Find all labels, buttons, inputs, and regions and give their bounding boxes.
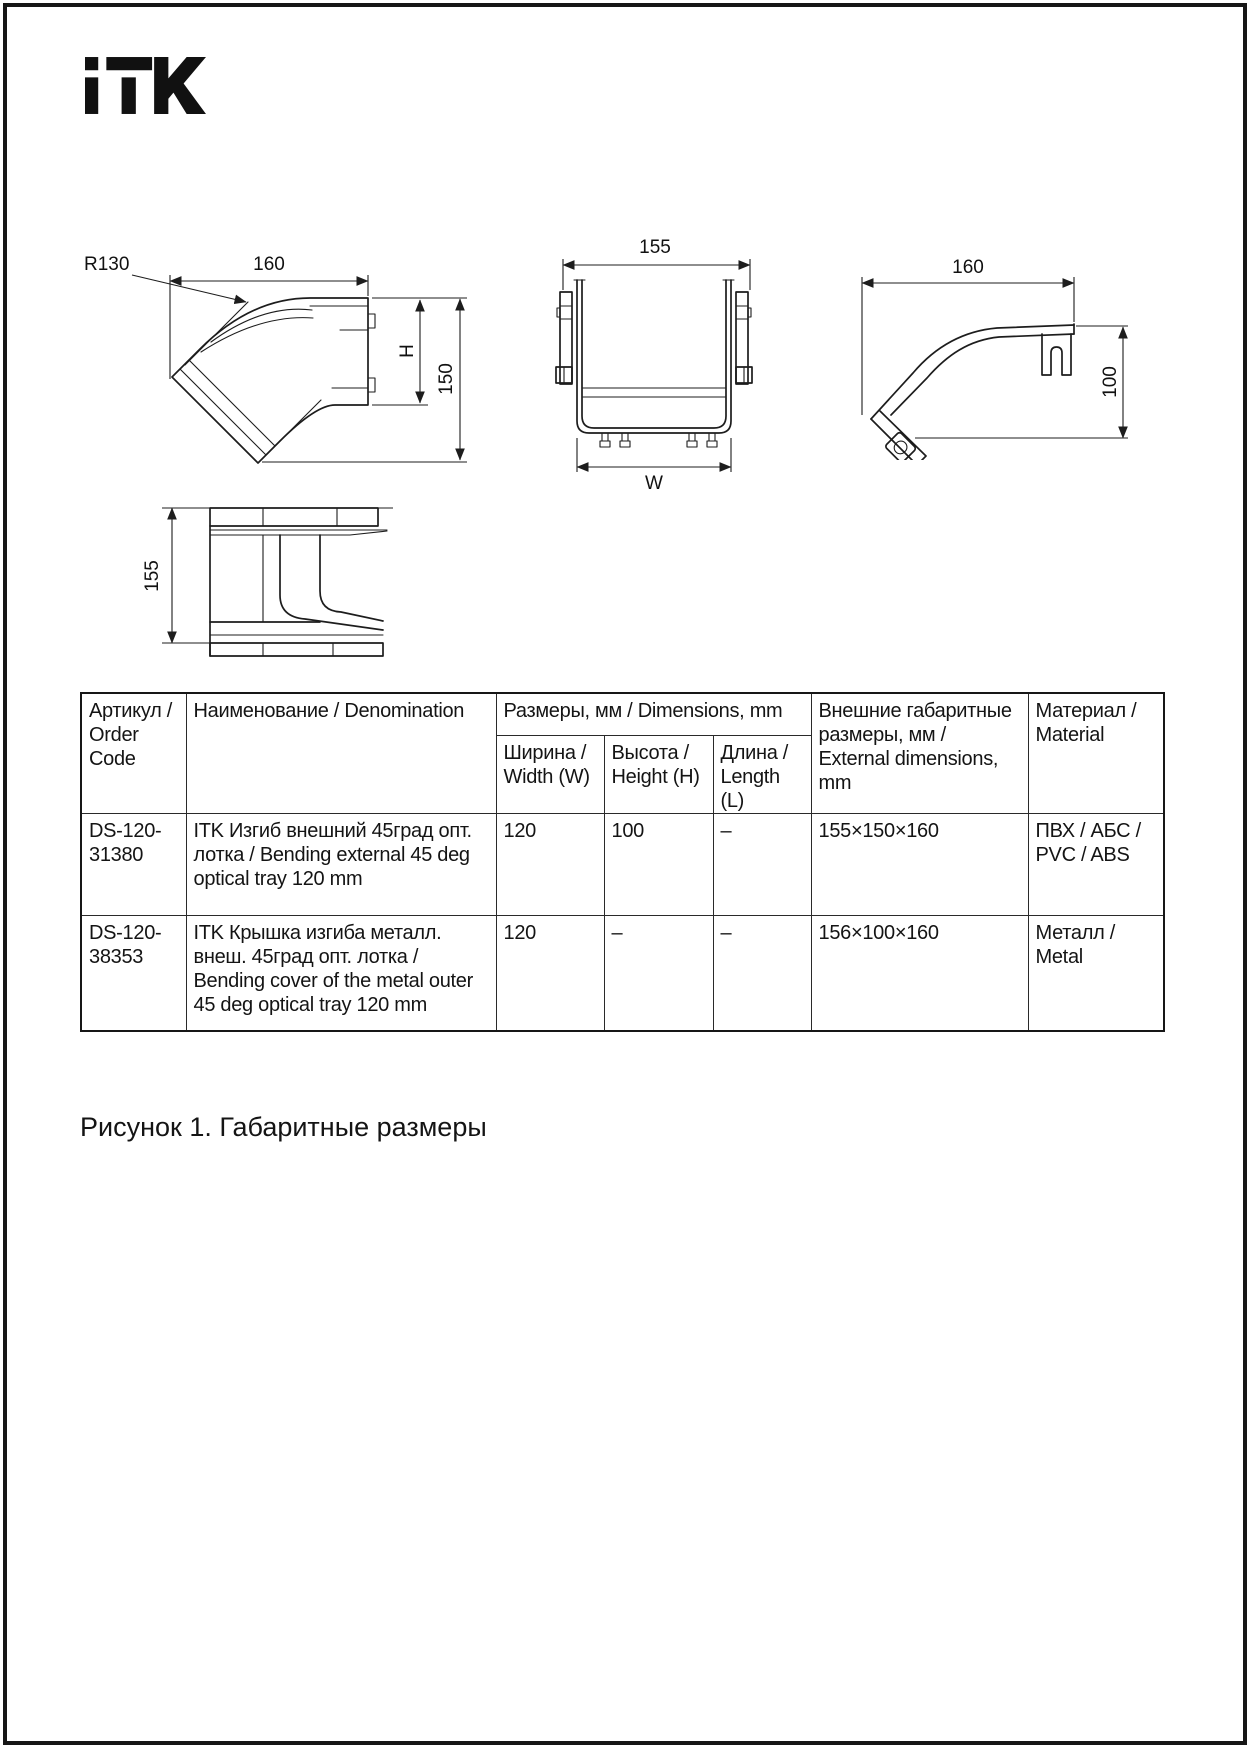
dimensions-table [80, 692, 1165, 1032]
drawing-bend-side-view [115, 445, 405, 665]
width-dim-label: 160 [253, 254, 285, 275]
tray-width-dim-label: W [645, 473, 663, 494]
cell-external-dimensions: 155×150×160 [811, 813, 1028, 915]
section-width-dim-label: 155 [639, 237, 671, 258]
cell-width: 120 [496, 813, 604, 915]
col-header-material: Материал / Material [1028, 693, 1164, 813]
table-row [81, 915, 1164, 1031]
cell-external-dimensions: 156×100×160 [811, 915, 1028, 1031]
col-header-dimensions-group: Размеры, мм / Dimensions, mm [496, 693, 811, 735]
cell-length: – [713, 813, 811, 915]
height-150-dim-label: 150 [436, 363, 457, 395]
cell-height: – [604, 915, 713, 1031]
cover-width-dim-label: 160 [952, 257, 984, 278]
col-header-length: Длина / Length (L) [713, 735, 811, 813]
cell-material: ПВХ / АБС / PVC / ABS [1028, 813, 1164, 915]
cross-section-linework [490, 212, 770, 507]
cell-length: – [713, 915, 811, 1031]
col-header-article: Артикул / Order Code [81, 693, 186, 813]
drawing-bend-top-view [70, 218, 470, 473]
col-header-denomination: Наименование / Denomination [186, 693, 496, 813]
cover-height-dim-label: 100 [1100, 366, 1121, 398]
cell-order-code: DS-120-38353 [81, 915, 186, 1031]
cell-denomination: ITK Крышка изгиба металл. внеш. 45град опт. лотка / Bending cover of the metal outer 45 deg optical tray 120 mm [186, 915, 496, 1031]
cell-denomination: ITK Изгиб внешний 45град опт. лотка / Bending external 45 deg optical tray 120 mm [186, 813, 496, 915]
col-header-external: Внешние габаритные размеры, мм / External dimensions, mm [811, 693, 1028, 813]
itk-logo-mark [85, 57, 207, 114]
cell-material: Металл / Metal [1028, 915, 1164, 1031]
side-height-dim-label: 155 [142, 560, 163, 592]
itk-logo [85, 57, 207, 119]
radius-dim-label: R130 [84, 254, 130, 275]
table-row [81, 813, 1164, 915]
col-header-width: Ширина / Width (W) [496, 735, 604, 813]
drawing-cover-side-view [765, 225, 1140, 460]
drawing-cross-section [490, 212, 770, 507]
cell-order-code: DS-120-31380 [81, 813, 186, 915]
col-header-height: Высота / Height (H) [604, 735, 713, 813]
bend-side-view-linework [115, 445, 405, 665]
cell-width: 120 [496, 915, 604, 1031]
height-h-dim-label: H [397, 344, 418, 358]
cell-height: 100 [604, 813, 713, 915]
figure-caption: Рисунок 1. Габаритные размеры [80, 1112, 487, 1142]
